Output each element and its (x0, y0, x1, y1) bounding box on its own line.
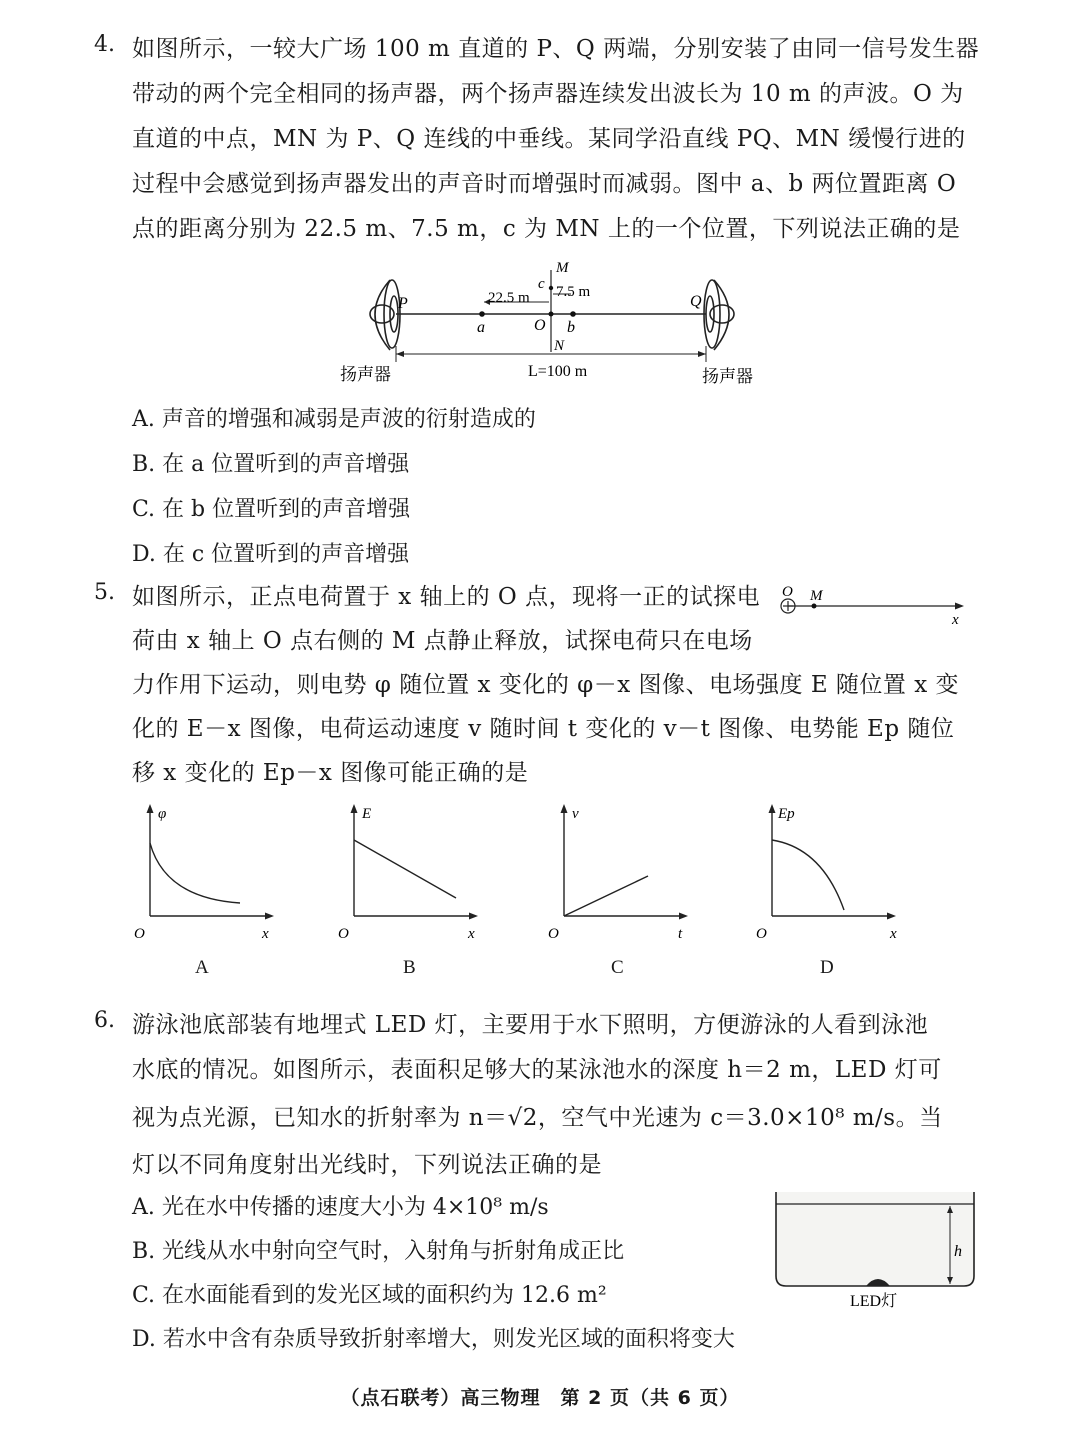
graph-a (130, 798, 280, 948)
option-b[interactable]: B. 在 a 位置听到的声音增强 (132, 452, 410, 477)
graph-caption-a: A (195, 957, 209, 978)
question-text-line: 带动的两个完全相同的扬声器，两个扬声器连续发出波长为 10 m 的声波。O 为 (132, 81, 964, 107)
dist-b-label: 7.5 m (556, 284, 591, 300)
graph-curve (564, 876, 648, 916)
x-axis-label: t (678, 926, 683, 942)
label-a: a (477, 319, 485, 336)
question-text-line: 如图所示，一较大广场 100 m 直道的 P、Q 两端，分别安装了由同一信号发生器 (132, 36, 980, 62)
question-text-line: 如图所示，正点电荷置于 x 轴上的 O 点，现将一正的试探电 (132, 584, 761, 610)
graph-curve (354, 840, 456, 898)
speaker-right-label: 扬声器 (702, 367, 753, 386)
question-text-line: 点的距离分别为 22.5 m、7.5 m，c 为 MN 上的一个位置，下列说法正确的是 (132, 216, 961, 242)
y-axis-label: v (572, 806, 579, 822)
graph-caption-b: B (403, 957, 416, 978)
graph-c (544, 798, 694, 948)
option-a[interactable]: A. 光在水中传播的速度大小为 4×10⁸ m/s (132, 1195, 549, 1220)
point-b (570, 311, 576, 317)
question-text-line: 力作用下运动，则电势 φ 随位置 x 变化的 φ－x 图像、电场强度 E 随位置 x 变 (132, 672, 960, 698)
option-c[interactable]: C. 在水面能看到的发光区域的面积约为 12.6 m² (132, 1283, 607, 1308)
y-axis-label: φ (158, 806, 167, 822)
label-c: c (538, 276, 545, 292)
label-O: O (782, 584, 793, 600)
graph-curve (150, 843, 240, 903)
x-axis-label: x (890, 926, 897, 942)
dist-a-label: 22.5 m (488, 290, 530, 306)
option-a[interactable]: A. 声音的增强和减弱是声波的衍射造成的 (132, 407, 536, 432)
question-number: 5. (94, 580, 115, 605)
label-O: O (534, 317, 546, 334)
y-axis-label: Ep (778, 806, 795, 822)
origin-label: O (134, 926, 145, 942)
option-b[interactable]: B. 光线从水中射向空气时，入射角与折射角成正比 (132, 1239, 625, 1264)
label-led: LED灯 (850, 1293, 898, 1310)
speaker-right-icon (704, 280, 734, 350)
point-a (479, 311, 485, 317)
question-text-line: 移 x 变化的 Ep－x 图像可能正确的是 (132, 760, 529, 786)
question-text-line: 游泳池底部装有地埋式 LED 灯，主要用于水下照明，方便游泳的人看到泳池 (132, 1012, 929, 1038)
origin-label: O (548, 926, 559, 942)
speaker-left-icon (370, 280, 400, 350)
label-x: x (952, 612, 959, 628)
question-number: 6. (94, 1008, 115, 1033)
label-M: M (556, 260, 569, 276)
label-N: N (554, 338, 565, 354)
question-number: 4. (94, 32, 115, 57)
label-P: P (398, 295, 408, 312)
question-text-line: 视为点光源，已知水的折射率为 n＝√2，空气中光速为 c＝3.0×10⁸ m/s。当 (132, 1105, 943, 1131)
label-Q: Q (690, 293, 702, 310)
speaker-diagram (330, 252, 770, 392)
page-footer: （点石联考）高三物理 第 2 页（共 6 页） (340, 1387, 740, 1409)
question-text-line: 化的 E－x 图像，电荷运动速度 v 随时间 t 变化的 v－t 图像、电势能 Ep 随位 (132, 716, 955, 742)
x-axis-label: x (468, 926, 475, 942)
origin-label: O (338, 926, 349, 942)
question-text-line: 荷由 x 轴上 O 点右侧的 M 点静止释放，试探电荷只在电场 (132, 628, 753, 654)
graph-caption-d: D (820, 957, 834, 978)
label-h: h (954, 1243, 962, 1260)
charge-axis-figure (770, 580, 970, 630)
graph-caption-c: C (611, 957, 624, 978)
point-c (549, 286, 553, 290)
graph-curve (772, 840, 844, 910)
graph-d (752, 798, 907, 948)
option-d[interactable]: D. 在 c 位置听到的声音增强 (132, 542, 410, 567)
x-axis-label: x (262, 926, 269, 942)
question-text-line: 灯以不同角度射出光线时，下列说法正确的是 (132, 1152, 602, 1178)
option-d[interactable]: D. 若水中含有杂质导致折射率增大，则发光区域的面积将变大 (132, 1327, 735, 1352)
option-c[interactable]: C. 在 b 位置听到的声音增强 (132, 497, 411, 522)
length-label: L=100 m (528, 363, 588, 380)
origin-label: O (756, 926, 767, 942)
label-b: b (567, 319, 575, 336)
label-M: M (810, 588, 823, 604)
y-axis-label: E (362, 806, 372, 822)
question-text-line: 直道的中点，MN 为 P、Q 连线的中垂线。某同学沿直线 PQ、MN 缓慢行进的 (132, 126, 966, 152)
speaker-left-label: 扬声器 (340, 365, 391, 384)
graph-b (334, 798, 484, 948)
pool-figure (770, 1186, 980, 1311)
question-text-line: 水底的情况。如图所示，表面积足够大的某泳池水的深度 h＝2 m，LED 灯可 (132, 1057, 942, 1083)
question-text-line: 过程中会感觉到扬声器发出的声音时而增强时而减弱。图中 a、b 两位置距离 O (132, 171, 957, 197)
